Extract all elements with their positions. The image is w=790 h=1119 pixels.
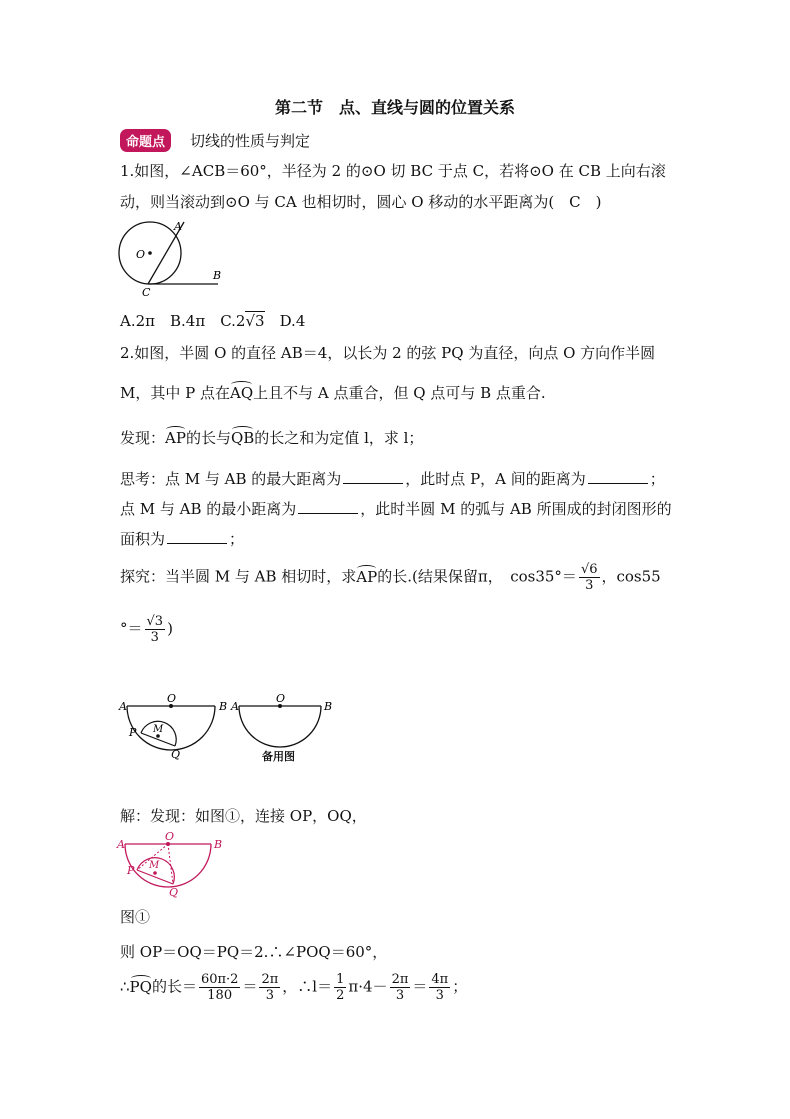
solution-figure [115, 828, 225, 898]
q2-think2: 点 M 与 AB 的最小距离为 ，此时半圆 M 的弧与 AB 所围成的封闭图形的 [120, 500, 672, 518]
svg-text:A: A [117, 838, 125, 851]
q2-think1: 思考：点 M 与 AB 的最大距离为 ，此时点 P，A 间的距离为 ； [120, 470, 665, 488]
q1-label-b: B [213, 269, 222, 282]
q2-explore: 探究：当半圆 M 与 AB 相切时，求AP的长.(结果保留π， cos35°＝ $\frac{√6}{3}$ ，cos55 [120, 562, 661, 593]
svg-text:A: A [119, 700, 127, 713]
q1-label-o: O [136, 248, 146, 261]
q1-line2: 动，则当滚动到⊙O 与 CA 也相切时，圆心 O 移动的水平距离为( C ) [120, 193, 602, 211]
svg-text:B: B [324, 700, 333, 713]
q1-figure [110, 218, 230, 298]
svg-text:P: P [127, 864, 135, 877]
page-title: 第二节 点、直线与圆的位置关系 [274, 98, 515, 117]
svg-text:O: O [167, 692, 177, 705]
solution-line1: 解：发现：如图①，连接 OP，OQ， [120, 807, 367, 825]
svg-text:M: M [153, 724, 164, 735]
topic-badge: 命题点 [120, 129, 171, 152]
q2-think3: 面积为 ； [120, 530, 245, 548]
svg-text:B: B [219, 700, 228, 713]
svg-text:A: A [231, 700, 239, 713]
solution-line3: ∴PQ的长＝ $\frac{60\pi\cdot 2}{180}$ ＝ $\frac{2\pi}{3}$ ，∴l＝ $\frac{1}{2}$ π·4－ $\frac{2\pi}{3}$ ＝ $\frac{4\pi}{3}$ ； [120, 972, 468, 1003]
svg-text:Q: Q [169, 886, 179, 898]
svg-text:B: B [214, 838, 223, 851]
spare-figure-caption: 备用图 [262, 750, 295, 763]
q2-line1: 2.如图，半圆 O 的直径 AB＝4，以长为 2 的弦 PQ 为直径，向点 O 方向作半圆 [120, 344, 656, 362]
svg-text:M: M [149, 860, 160, 871]
q2-figures [115, 688, 335, 768]
svg-text:Q: Q [171, 748, 181, 761]
svg-text:O: O [165, 830, 175, 843]
q1-label-a: A [174, 220, 182, 233]
svg-text:O: O [276, 692, 286, 705]
q1-options: A.2π B.4π C.2√3 D.4 [120, 312, 306, 330]
solution-line2: 则 OP＝OQ＝PQ＝2.∴∠POQ＝60°， [120, 943, 388, 961]
arc-aq: AQ [230, 384, 254, 402]
q1-line1: 1.如图，∠ACB＝60°，半径为 2 的⊙O 切 BC 于点 C，若将⊙O 在 CB 上向右滚 [120, 162, 666, 180]
q2-explore-cont: °＝ $\frac{√3}{3}$ ) [120, 614, 173, 645]
q1-label-c: C [142, 286, 151, 298]
q2-line2: M，其中 P 点在AQ上且不与 A 点重合，但 Q 点可与 B 点重合. [120, 384, 546, 402]
q2-find: 发现：AP的长与QB的长之和为定值 l，求 l； [120, 429, 424, 447]
solution-fig-caption: 图① [120, 908, 151, 926]
topic-heading: 切线的性质与判定 [190, 132, 311, 150]
svg-text:P: P [129, 726, 137, 739]
